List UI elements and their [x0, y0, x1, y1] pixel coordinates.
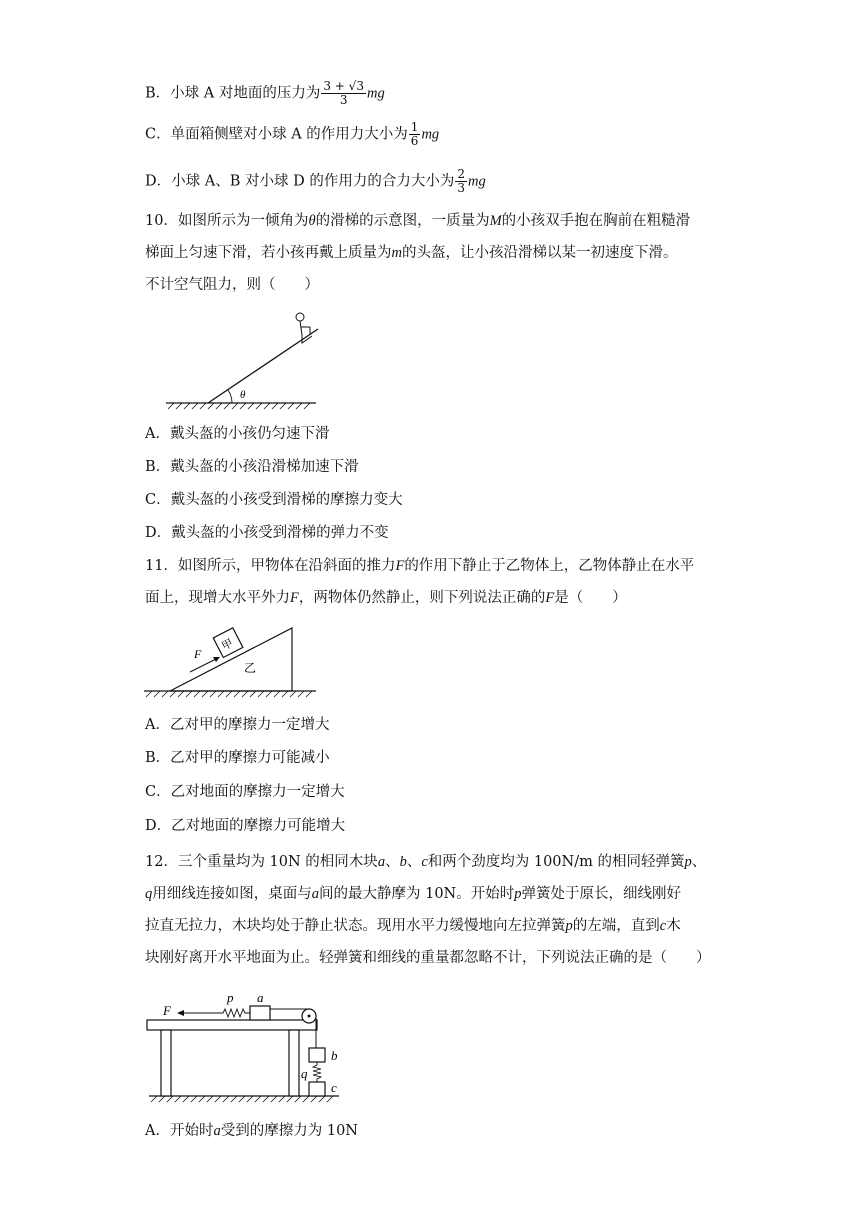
- q11-option-b: B．乙对甲的摩擦力可能减小: [145, 750, 330, 766]
- angle-arc: [228, 390, 232, 403]
- q12-stem-line3: [145, 916, 681, 936]
- q12-option-a: [145, 1121, 358, 1141]
- text: 用细线连接如图，桌面与: [152, 886, 312, 902]
- var-M: M: [489, 213, 502, 229]
- var-F: F: [290, 590, 299, 606]
- text: 10．如图所示为一倾角为: [145, 213, 309, 229]
- text: 是（ ）: [554, 590, 627, 606]
- block-b: [309, 1048, 325, 1062]
- fraction-denominator: 3: [339, 93, 348, 107]
- unit: mg: [467, 173, 486, 190]
- block-c: [309, 1082, 325, 1096]
- text: 的头盔，让小孩沿滑梯以某一初速度下滑。: [401, 245, 678, 261]
- fraction-denominator: 3: [457, 181, 465, 195]
- q12-table-figure: [143, 982, 343, 1110]
- fraction: [455, 168, 467, 195]
- q10-slide-figure: [160, 305, 320, 413]
- pulley-axle: [308, 1015, 311, 1018]
- var-F: F: [395, 558, 405, 574]
- text: 梯面上匀速下滑，若小孩再戴上质量为: [145, 245, 392, 261]
- text: 受到的摩擦力为 10N: [220, 1123, 358, 1139]
- q10-option-a: A．戴头盔的小孩仍匀速下滑: [145, 426, 330, 442]
- var-p: p: [514, 886, 522, 902]
- fraction-denominator: 6: [410, 134, 419, 148]
- text: 弹簧处于原长，细线刚好: [521, 886, 681, 902]
- var-F: F: [545, 590, 555, 606]
- var-a: a: [311, 886, 319, 902]
- var-a: a: [213, 1123, 221, 1139]
- q10-option-c: C．戴头盔的小孩受到滑梯的摩擦力变大: [145, 492, 403, 508]
- q10-stem-line2: [145, 243, 677, 263]
- var-p: p: [684, 854, 692, 870]
- q11-stem-line1: [145, 556, 694, 576]
- text: 11．如图所示，甲物体在沿斜面的推力: [145, 558, 396, 574]
- option-text: D．小球 A、B 对小球 D 的作用力的合力大小为: [145, 173, 455, 190]
- text: ，两物体仍然静止，则下列说法正确的: [298, 590, 546, 606]
- q12-stem-line2: [145, 884, 681, 904]
- var-q: q: [145, 886, 153, 902]
- q11-option-a: A．乙对甲的摩擦力一定增大: [145, 717, 330, 733]
- table-leg-left: [161, 1030, 171, 1096]
- fraction-numerator: 2: [457, 167, 465, 181]
- var-theta: θ: [308, 213, 316, 229]
- label-F: F: [163, 1003, 171, 1018]
- text: 、: [385, 854, 400, 870]
- fraction-numerator: 1: [410, 120, 419, 134]
- text: 的左端，直到: [572, 918, 660, 934]
- text: 面上，现增大水平外力: [145, 590, 290, 606]
- text: 和两个劲度均为 100N/m 的相同轻弹簧: [427, 854, 685, 870]
- label-q: q: [301, 1066, 308, 1081]
- fraction-numerator: 3 + √3: [323, 79, 364, 93]
- arrow-head: [177, 1010, 184, 1016]
- ground-hatch: [146, 691, 312, 697]
- q11-option-d: D．乙对地面的摩擦力可能增大: [145, 818, 346, 834]
- label-c: c: [331, 1080, 337, 1095]
- ground-hatch: [168, 403, 310, 409]
- block-a: [250, 1006, 270, 1020]
- text: 木: [666, 918, 681, 934]
- label-b: b: [331, 1048, 338, 1063]
- text: 的滑梯的示意图，一质量为: [315, 213, 490, 229]
- var-c: c: [421, 854, 428, 870]
- q10-option-b: B．戴头盔的小孩沿滑梯加速下滑: [145, 459, 359, 475]
- text: 的作用下静止于乙物体上，乙物体静止在水平: [404, 558, 695, 574]
- option-text: C．单面箱侧壁对小球 A 的作用力大小为: [145, 126, 408, 143]
- unit: mg: [366, 85, 385, 102]
- label-F: F: [194, 647, 202, 661]
- q9-option-d: [145, 168, 486, 195]
- text: 间的最大静摩为 10N。开始时: [319, 886, 515, 902]
- q12-stem-line1: [145, 852, 706, 872]
- q10-option-d: D．戴头盔的小孩受到滑梯的弹力不变: [145, 525, 389, 541]
- q9-option-c: [145, 121, 439, 148]
- q10-stem-line1: [145, 211, 690, 231]
- text: 、: [691, 854, 707, 870]
- text: 12．三个重量均为 10N 的相同木块: [145, 854, 378, 870]
- label-p: p: [227, 990, 234, 1005]
- label-jia: 甲: [219, 636, 236, 654]
- table-top: [147, 1020, 317, 1030]
- var-a: a: [377, 854, 386, 870]
- q12-stem-line4: 块刚好离开水平地面为止。轻弹簧和细线的重量都忽略不计，下列说法正确的是（ ）: [145, 950, 711, 966]
- unit: mg: [421, 126, 440, 143]
- spring-q: [313, 1062, 321, 1082]
- q11-option-c: C．乙对地面的摩擦力一定增大: [145, 784, 345, 800]
- text: 拉直无拉力，木块均处于静止状态。现用水平力缓慢地向左拉弹簧: [145, 918, 566, 934]
- label-yi: 乙: [244, 661, 257, 675]
- q9-option-b: [145, 80, 385, 107]
- q11-stem-line2: [145, 588, 627, 608]
- q10-stem-line3: 不计空气阻力，则（ ）: [145, 277, 319, 293]
- ground-hatch: [151, 1096, 333, 1102]
- text: 、: [406, 854, 422, 870]
- block-jia: [213, 628, 243, 658]
- label-a: a: [257, 990, 264, 1005]
- fraction: [409, 121, 421, 148]
- spring-p: [217, 1009, 250, 1017]
- var-m: m: [391, 245, 402, 261]
- var-p: p: [565, 918, 573, 934]
- var-b: b: [399, 854, 407, 870]
- text: A．开始时: [145, 1123, 214, 1139]
- text: 的小孩双手抱在胸前在粗糙滑: [501, 213, 691, 229]
- fraction: [321, 80, 366, 107]
- angle-label: θ: [240, 389, 246, 401]
- table-leg-right: [289, 1030, 299, 1096]
- var-c: c: [659, 918, 667, 934]
- option-text: B．小球 A 对地面的压力为: [145, 85, 321, 102]
- q11-incline-figure: [140, 620, 320, 700]
